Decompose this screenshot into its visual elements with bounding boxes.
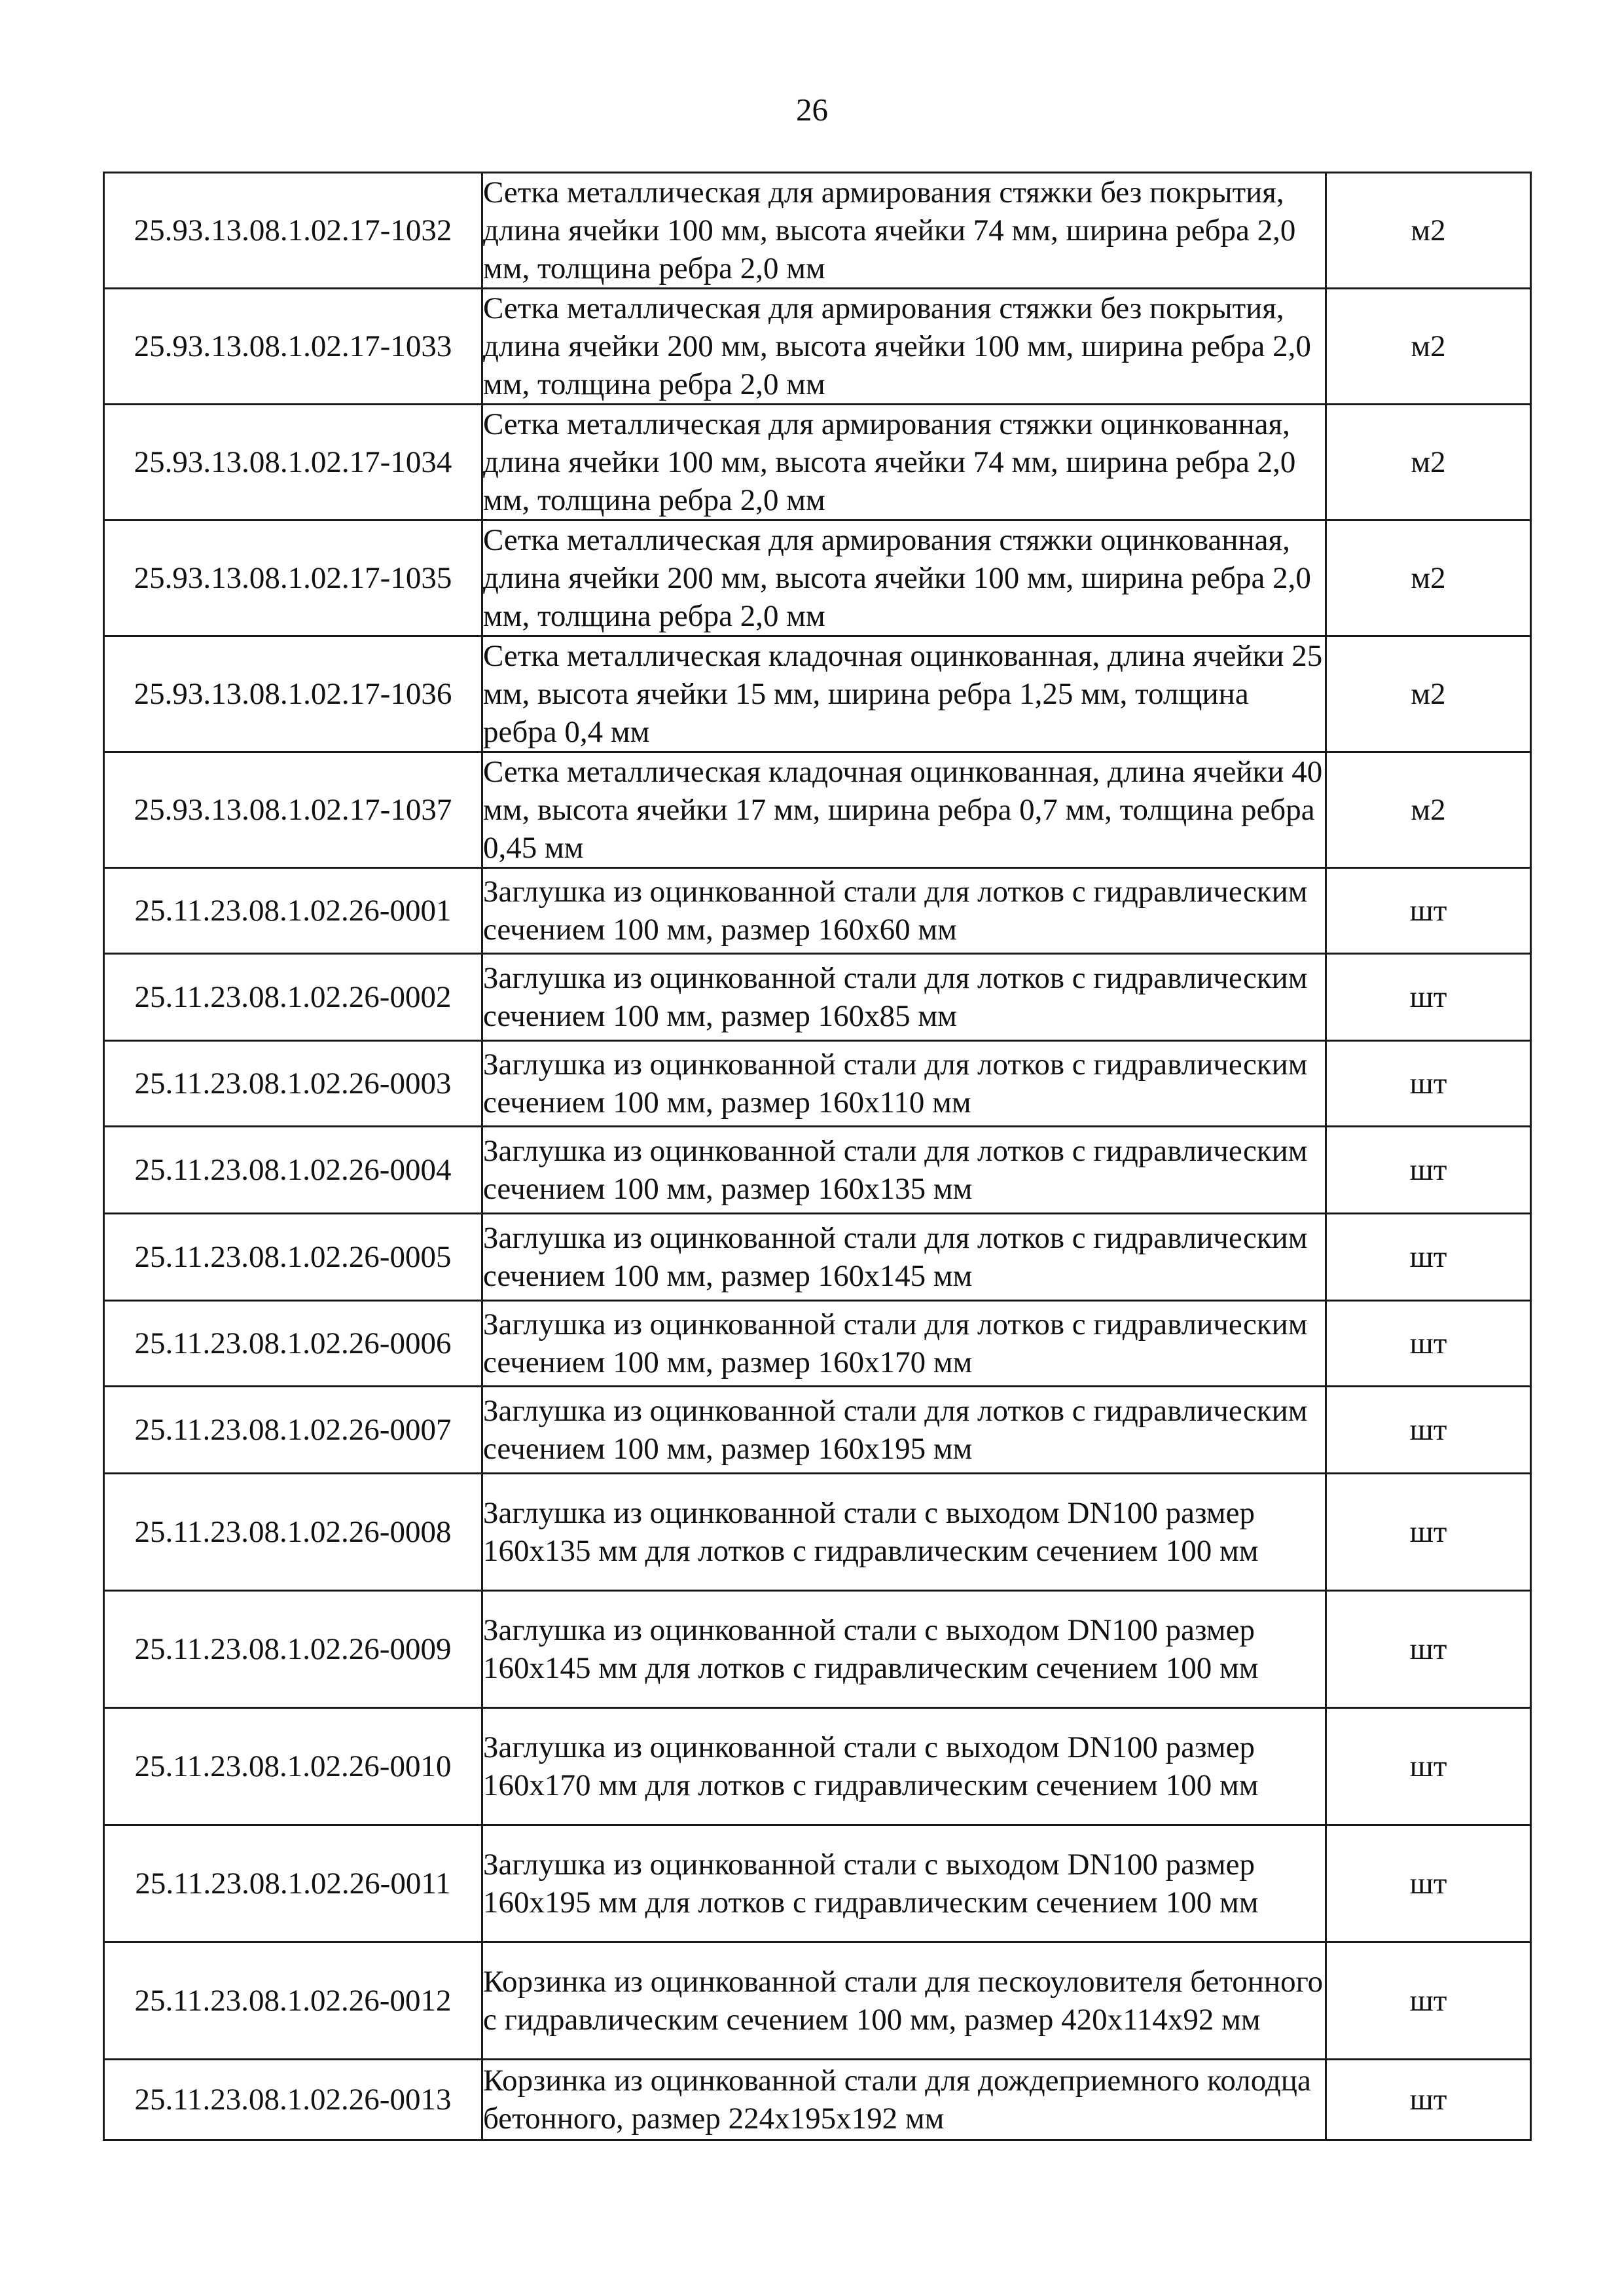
- table-row: [104, 1301, 1531, 1387]
- resource-description: Сетка металлическая для армирования стяжки оцинкованная, длина ячейки 100 мм, высота ячейки 74 мм, ширина ребра 2,0 мм, толщина ребра 2,0 мм: [482, 405, 1326, 520]
- unit-of-measure: шт: [1326, 868, 1531, 954]
- resource-code: 25.11.23.08.1.02.26-0006: [104, 1301, 482, 1387]
- unit-of-measure: м2: [1326, 752, 1531, 868]
- unit-of-measure: шт: [1326, 1127, 1531, 1214]
- resource-description: Сетка металлическая кладочная оцинкованная, длина ячейки 40 мм, высота ячейки 17 мм, ширина ребра 0,7 мм, толщина ребра 0,45 мм: [482, 752, 1326, 868]
- unit-of-measure: шт: [1326, 1041, 1531, 1127]
- table-row: [104, 752, 1531, 868]
- unit-of-measure: шт: [1326, 1214, 1531, 1301]
- table-row: [104, 173, 1531, 289]
- unit-of-measure: шт: [1326, 1387, 1531, 1474]
- resource-code: 25.93.13.08.1.02.17-1037: [104, 752, 482, 868]
- unit-of-measure: м2: [1326, 289, 1531, 405]
- resource-code: 25.11.23.08.1.02.26-0005: [104, 1214, 482, 1301]
- unit-of-measure: м2: [1326, 520, 1531, 636]
- resource-description: Заглушка из оцинкованной стали для лотков с гидравлическим сечением 100 мм, размер 160х170 мм: [482, 1301, 1326, 1387]
- unit-of-measure: шт: [1326, 1591, 1531, 1708]
- table-row: [104, 1942, 1531, 2060]
- resource-description: Сетка металлическая для армирования стяжки без покрытия, длина ячейки 100 мм, высота ячейки 74 мм, ширина ребра 2,0 мм, толщина ребра 2,0 мм: [482, 173, 1326, 289]
- resource-description: Сетка металлическая для армирования стяжки без покрытия, длина ячейки 200 мм, высота ячейки 100 мм, ширина ребра 2,0 мм, толщина ребра 2,0 мм: [482, 289, 1326, 405]
- page-number: 26: [796, 92, 828, 128]
- resource-description: Сетка металлическая кладочная оцинкованная, длина ячейки 25 мм, высота ячейки 15 мм, ширина ребра 1,25 мм, толщина ребра 0,4 мм: [482, 636, 1326, 752]
- resource-code: 25.11.23.08.1.02.26-0002: [104, 954, 482, 1041]
- unit-of-measure: м2: [1326, 173, 1531, 289]
- resource-code: 25.11.23.08.1.02.26-0008: [104, 1474, 482, 1591]
- table-row: [104, 1214, 1531, 1301]
- resource-code: 25.11.23.08.1.02.26-0011: [104, 1825, 482, 1942]
- table-row: [104, 1474, 1531, 1591]
- resource-description: Заглушка из оцинкованной стали с выходом DN100 размер 160х195 мм для лотков с гидравлическим сечением 100 мм: [482, 1825, 1326, 1942]
- unit-of-measure: шт: [1326, 1708, 1531, 1825]
- resource-description: Заглушка из оцинкованной стали с выходом DN100 размер 160х135 мм для лотков с гидравлическим сечением 100 мм: [482, 1474, 1326, 1591]
- table-row: [104, 2060, 1531, 2140]
- resource-description: Заглушка из оцинкованной стали для лотков с гидравлическим сечением 100 мм, размер 160х110 мм: [482, 1041, 1326, 1127]
- unit-of-measure: м2: [1326, 405, 1531, 520]
- table-row: [104, 405, 1531, 520]
- resource-code: 25.11.23.08.1.02.26-0001: [104, 868, 482, 954]
- resource-code: 25.11.23.08.1.02.26-0007: [104, 1387, 482, 1474]
- resource-code: 25.11.23.08.1.02.26-0009: [104, 1591, 482, 1708]
- table-row: [104, 289, 1531, 405]
- resource-description: Заглушка из оцинкованной стали для лотков с гидравлическим сечением 100 мм, размер 160х60 мм: [482, 868, 1326, 954]
- resource-code-table: [103, 172, 1532, 2141]
- resource-code: 25.11.23.08.1.02.26-0010: [104, 1708, 482, 1825]
- table-row: [104, 1387, 1531, 1474]
- unit-of-measure: шт: [1326, 1474, 1531, 1591]
- resource-description: Заглушка из оцинкованной стали с выходом DN100 размер 160х145 мм для лотков с гидравлическим сечением 100 мм: [482, 1591, 1326, 1708]
- resource-code: 25.11.23.08.1.02.26-0004: [104, 1127, 482, 1214]
- resource-code: 25.93.13.08.1.02.17-1036: [104, 636, 482, 752]
- table-row: [104, 1041, 1531, 1127]
- table-row: [104, 1591, 1531, 1708]
- unit-of-measure: шт: [1326, 1301, 1531, 1387]
- resource-code: 25.93.13.08.1.02.17-1035: [104, 520, 482, 636]
- unit-of-measure: шт: [1326, 2060, 1531, 2140]
- table-row: [104, 636, 1531, 752]
- table-row: [104, 868, 1531, 954]
- table-row: [104, 1825, 1531, 1942]
- resource-description: Заглушка из оцинкованной стали с выходом DN100 размер 160х170 мм для лотков с гидравлическим сечением 100 мм: [482, 1708, 1326, 1825]
- unit-of-measure: шт: [1326, 1825, 1531, 1942]
- table-row: [104, 520, 1531, 636]
- resource-description: Заглушка из оцинкованной стали для лотков с гидравлическим сечением 100 мм, размер 160х135 мм: [482, 1127, 1326, 1214]
- resource-description: Корзинка из оцинкованной стали для пескоуловителя бетонного с гидравлическим сечением 100 мм, размер 420х114х92 мм: [482, 1942, 1326, 2060]
- resource-code: 25.11.23.08.1.02.26-0012: [104, 1942, 482, 2060]
- resource-description: Заглушка из оцинкованной стали для лотков с гидравлическим сечением 100 мм, размер 160х145 мм: [482, 1214, 1326, 1301]
- resource-code: 25.93.13.08.1.02.17-1034: [104, 405, 482, 520]
- resource-description: Корзинка из оцинкованной стали для дождеприемного колодца бетонного, размер 224х195х192 мм: [482, 2060, 1326, 2140]
- table-row: [104, 1708, 1531, 1825]
- resource-description: Заглушка из оцинкованной стали для лотков с гидравлическим сечением 100 мм, размер 160х85 мм: [482, 954, 1326, 1041]
- unit-of-measure: шт: [1326, 954, 1531, 1041]
- resource-description: Заглушка из оцинкованной стали для лотков с гидравлическим сечением 100 мм, размер 160х195 мм: [482, 1387, 1326, 1474]
- resource-code: 25.93.13.08.1.02.17-1032: [104, 173, 482, 289]
- resource-description: Сетка металлическая для армирования стяжки оцинкованная, длина ячейки 200 мм, высота ячейки 100 мм, ширина ребра 2,0 мм, толщина ребра 2,0 мм: [482, 520, 1326, 636]
- resource-code: 25.93.13.08.1.02.17-1033: [104, 289, 482, 405]
- table-row: [104, 1127, 1531, 1214]
- resource-code: 25.11.23.08.1.02.26-0013: [104, 2060, 482, 2140]
- table-row: [104, 954, 1531, 1041]
- unit-of-measure: шт: [1326, 1942, 1531, 2060]
- resource-code: 25.11.23.08.1.02.26-0003: [104, 1041, 482, 1127]
- unit-of-measure: м2: [1326, 636, 1531, 752]
